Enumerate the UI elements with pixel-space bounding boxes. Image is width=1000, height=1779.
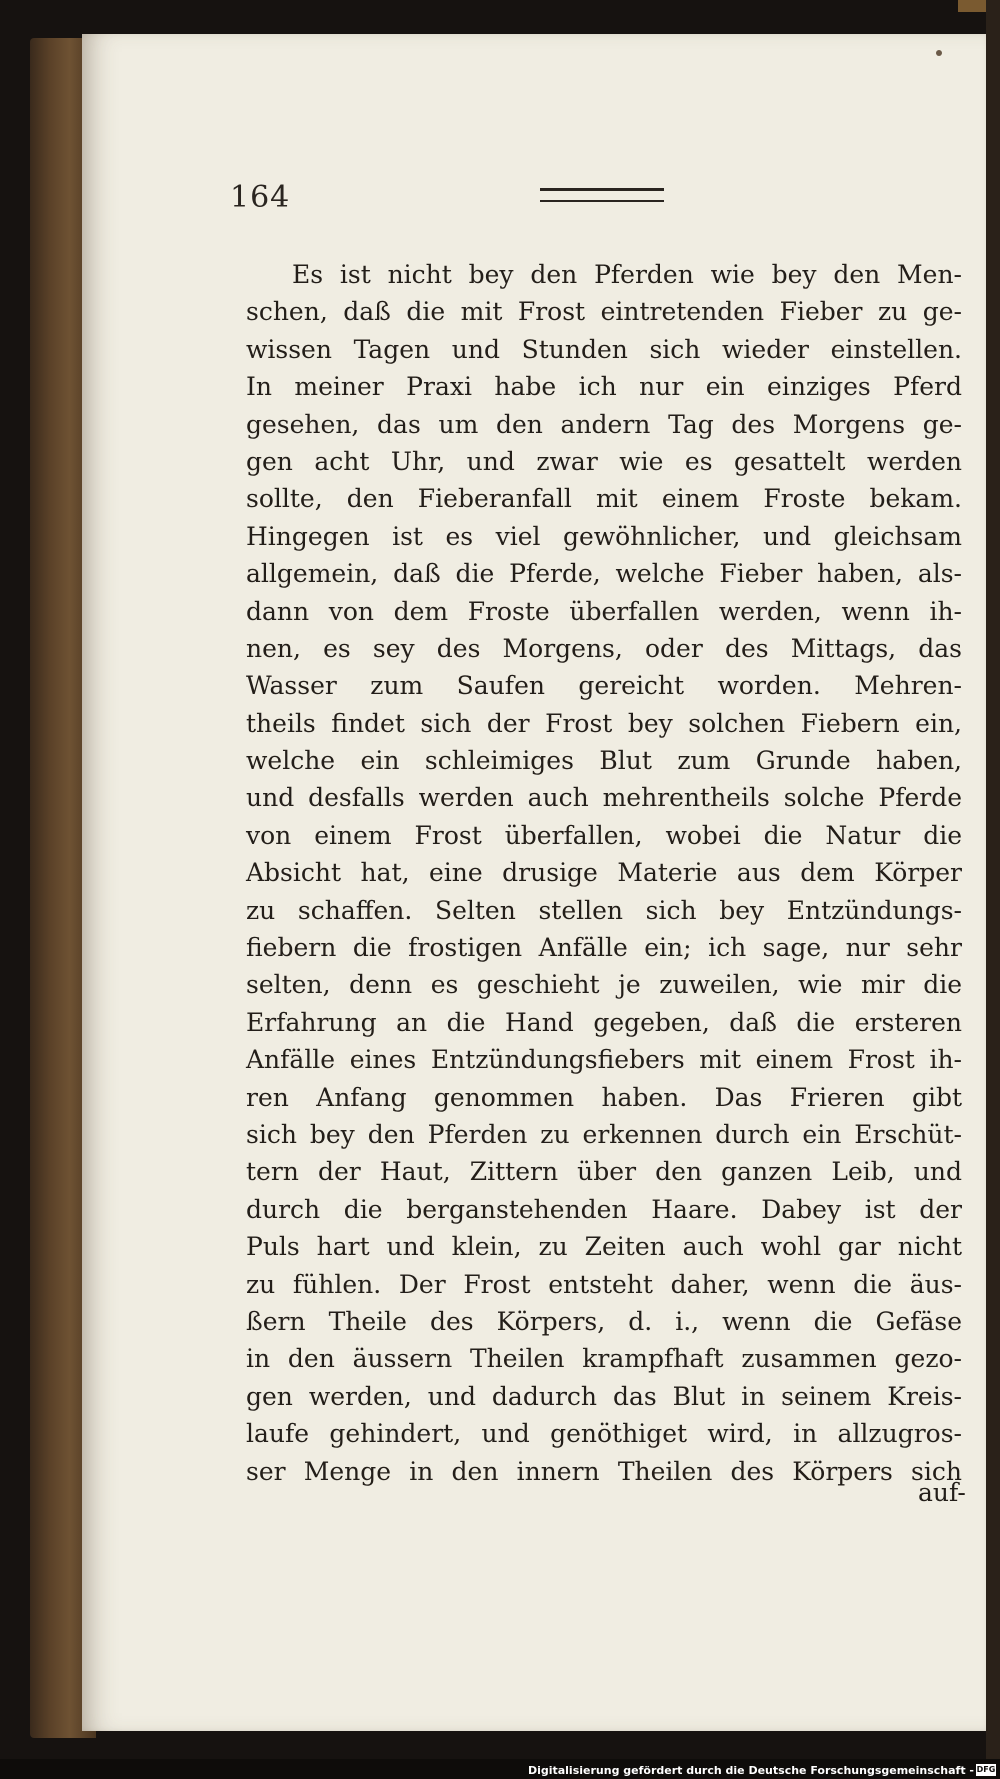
header-double-rule	[540, 188, 664, 202]
text-line: allgemein, daß die Pferde, welche Fieber haben, als-	[246, 559, 962, 589]
page-number: 164	[230, 180, 291, 215]
catchword: auf-	[918, 1478, 966, 1507]
text-line: zu schaffen. Selten stellen sich bey Entzündungs-	[246, 895, 962, 925]
text-line: sollte, den Fieberanfall mit einem Froste bekam.	[246, 484, 962, 514]
text-line: theils findet sich der Frost bey solchen Fiebern ein,	[246, 708, 962, 738]
text-line: dann von dem Froste überfallen werden, wenn ih-	[246, 596, 962, 626]
text-line: durch die berganstehenden Haare. Dabey ist der	[246, 1194, 962, 1224]
text-line: Hingegen ist es viel gewöhnlicher, und gleichsam	[246, 521, 962, 551]
text-line: gesehen, das um den andern Tag des Morgens ge-	[246, 409, 962, 439]
text-line: ren Anfang genommen haben. Das Frieren gibt	[246, 1082, 962, 1112]
text-line: in den äussern Theilen krampfhaft zusammen gezo-	[246, 1344, 962, 1374]
text-line: gen werden, und dadurch das Blut in seinem Kreis-	[246, 1381, 962, 1411]
text-line: Es ist nicht bey den Pferden wie bey den Men-	[292, 260, 962, 289]
text-line: fiebern die frostigen Anfälle ein; ich sage, nur sehr	[246, 933, 962, 963]
text-line: Anfälle eines Entzündungsfiebers mit einem Frost ih-	[246, 1045, 962, 1075]
text-line: gen acht Uhr, und zwar wie es gesattelt werden	[246, 446, 962, 476]
dfg-logo: DFG	[976, 1765, 996, 1774]
text-line: laufe gehindert, und genöthiget wird, in allzugros-	[246, 1419, 962, 1449]
text-line: ßern Theile des Körpers, d. i., wenn die Gefäse	[246, 1306, 962, 1336]
text-line: wissen Tagen und Stunden sich wieder einstellen.	[246, 334, 962, 364]
digitization-footer	[0, 1759, 1000, 1779]
text-line: sich bey den Pferden zu erkennen durch ein Erschüt-	[246, 1119, 962, 1149]
text-line: tern der Haut, Zittern über den ganzen Leib, und	[246, 1157, 962, 1187]
right-edge-strip	[986, 0, 1000, 1779]
text-line: welche ein schleimiges Blut zum Grunde haben,	[246, 746, 962, 776]
body-text	[246, 256, 962, 1490]
text-line: selten, denn es geschieht je zuweilen, wie mir die	[246, 970, 962, 1000]
text-line: Absicht hat, eine drusige Materie aus dem Körper	[246, 858, 962, 888]
text-line: und desfalls werden auch mehrentheils solche Pferde	[246, 783, 962, 813]
text-line: ser Menge in den innern Theilen des Körpers sich	[246, 1456, 962, 1486]
text-line: schen, daß die mit Frost eintretenden Fieber zu ge-	[246, 297, 962, 327]
footer-credit-text: Digitalisierung gefördert durch die Deutsche Forschungsgemeinschaft -	[527, 1764, 974, 1777]
text-line: In meiner Praxi habe ich nur ein einziges Pferd	[246, 372, 962, 402]
text-line: Puls hart und klein, zu Zeiten auch wohl gar nicht	[246, 1232, 962, 1262]
text-line: Wasser zum Saufen gereicht worden. Mehren-	[246, 671, 962, 701]
text-line: von einem Frost überfallen, wobei die Natur die	[246, 820, 962, 850]
text-line: nen, es sey des Morgens, oder des Mittags, das	[246, 633, 962, 663]
text-line: Erfahrung an die Hand gegeben, daß die ersteren	[246, 1007, 962, 1037]
text-line: zu fühlen. Der Frost entsteht daher, wenn die äus-	[246, 1269, 962, 1299]
paper-speck	[936, 50, 942, 56]
